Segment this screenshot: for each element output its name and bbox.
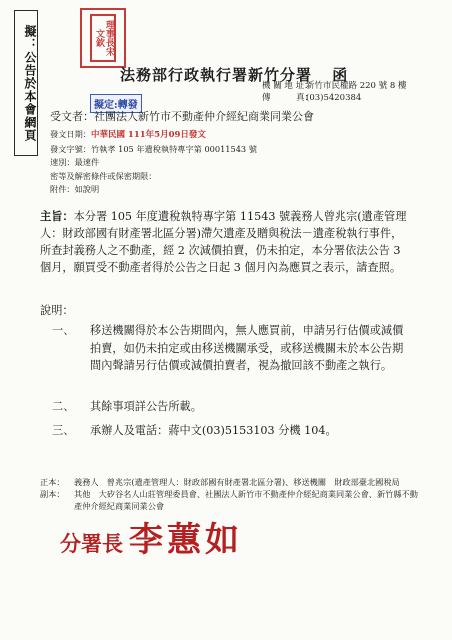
original-recipients: 義務人 曾兆宗(遺產管理人：財政部國有財產署北區分署)、移送機關 財政部臺北國稅局	[74, 477, 400, 487]
draft-handling-stamp: 擬：公告於本會網頁	[14, 10, 38, 156]
routing-stamp: 擬定:轉發	[90, 94, 142, 113]
item-text: 其餘事項詳公告所載。	[90, 400, 202, 413]
date-label: 發文日期：	[50, 129, 91, 139]
speed-label: 速別：	[50, 157, 75, 167]
attachment-value: 如說明	[74, 184, 100, 194]
explanation-item	[52, 422, 412, 440]
signature-block	[60, 512, 243, 561]
subject-section	[40, 208, 412, 276]
copy-recipients: 其他 大矽谷名人山莊管理委員會、社團法人新竹市不動產仲介經紀商業同業公會、新竹縣不動產仲介經紀商業同業公會	[74, 489, 418, 511]
fax-value: (03)5420384	[306, 93, 362, 103]
item-text: 承辦人及電話：蔣中文(03)5153103 分機 104。	[90, 424, 337, 437]
explanation-item	[52, 322, 412, 375]
distribution-list	[40, 476, 420, 512]
secrecy-label: 密等及解密條件或保密期限：	[50, 170, 157, 181]
explanation-item	[52, 398, 412, 416]
document-type: 函	[332, 66, 349, 84]
document-meta	[50, 128, 257, 197]
item-text: 移送機關得於本公告期間內，無人應買前，申請另行估價或減價拍賣，如仍未拍定或由移送機關承受，或移送機關未於本公告期間內聲請另行估價或減價拍賣者，視為撤回該不動產之執行。	[90, 324, 404, 372]
recipient-label: 受文者：	[50, 110, 94, 123]
subject-label: 主旨：	[40, 209, 74, 223]
contact-block	[262, 80, 406, 104]
subject-text: 本分署 105 年度遺稅執特專字第 11543 號義務人曾兆宗(遺產管理人：財政部國有財產署北區分署)滯欠遺產及贈與稅法－遺產稅執行事件，所查封義務人之不動產，經 2 次減價拍賣，仍未拍定，本分署依法公告 3 個月，願買受不動產者得於公告之日起 3 個月內為應買之表示，請查照。	[40, 210, 407, 274]
recipient-line	[50, 108, 314, 124]
address-value: 新竹市民權路 220 號 8 樓	[306, 81, 407, 91]
copy-label: 副本：	[40, 489, 65, 499]
explanation-label: 說明：	[40, 304, 74, 317]
attachment-label: 附件：	[50, 184, 75, 194]
issue-date: 中華民國 111年5月09日發文	[90, 130, 206, 140]
fax-label: 傳 真：	[262, 93, 314, 103]
agency-name: 法務部行政執行署新竹分署	[120, 66, 313, 84]
document-number: 竹執孝 105 年遺稅執特專字第 00011543 號	[90, 143, 257, 154]
recipient-name: 社團法人新竹市不動產仲介經紀商業同業公會	[94, 110, 314, 123]
signatory-name: 李蕙如	[129, 520, 243, 560]
chairman-seal: 理事長宋文欽	[90, 14, 116, 62]
speed-value: 最速件	[74, 157, 100, 167]
number-label: 發文字號：	[50, 143, 91, 154]
item-number: 一、	[52, 324, 75, 337]
item-number: 三、	[52, 424, 75, 437]
original-label: 正本：	[40, 477, 65, 487]
item-number: 二、	[52, 400, 75, 413]
address-label: 機 關 地 址：	[262, 81, 313, 91]
signatory-title: 分署長	[60, 531, 123, 556]
